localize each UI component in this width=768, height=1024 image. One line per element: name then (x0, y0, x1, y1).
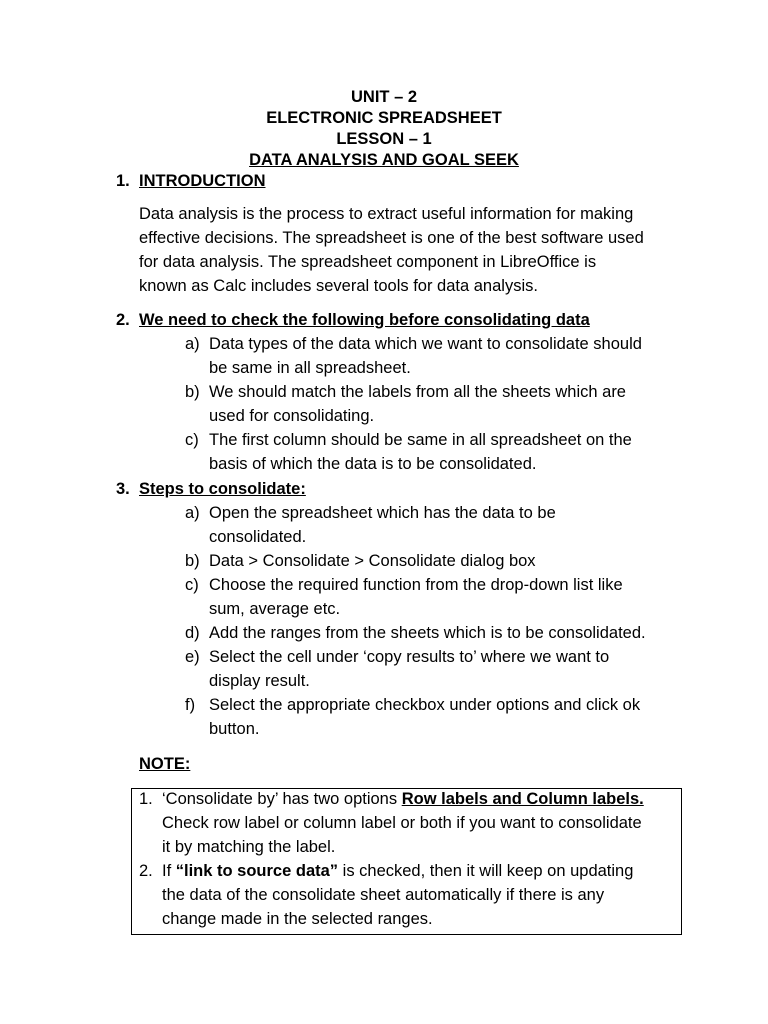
section1-number: 1. (116, 172, 130, 190)
section2-heading: We need to check the following before consolidating data (139, 311, 590, 329)
note-emphasis-text: Row labels and Column labels. (401, 790, 644, 808)
note-item-number: 2. (139, 862, 153, 880)
list-item-text: The first column should be same in all spreadsheet on the (209, 431, 632, 449)
list-item-text: Open the spreadsheet which has the data to be (209, 504, 556, 522)
list-item-label: b) (185, 552, 200, 570)
list-item-text: button. (209, 720, 260, 738)
list-item-text: Select the appropriate checkbox under options and click ok (209, 696, 641, 714)
note-item-line: the data of the consolidate sheet automatically if there is any (162, 886, 605, 904)
section1-paragraph-line: effective decisions. The spreadsheet is one of the best software used (139, 229, 644, 247)
section1-paragraph-line: for data analysis. The spreadsheet component in LibreOffice is (139, 253, 597, 271)
list-item-text: Data types of the data which we want to consolidate should (209, 335, 642, 353)
list-item-text: sum, average etc. (209, 600, 341, 618)
list-item-text: Select the cell under ‘copy results to’ where we want to (209, 648, 610, 666)
note-item-line (162, 787, 644, 811)
note-emphasis-text: “link to source data” (175, 862, 339, 880)
list-item-text: display result. (209, 672, 310, 690)
subject-heading: ELECTRONIC SPREADSHEET (266, 109, 502, 127)
note-item-line (162, 859, 633, 883)
note-item-text: ‘Consolidate by’ has two options (162, 790, 402, 808)
section1-paragraph-line: known as Calc includes several tools for data analysis. (139, 277, 538, 295)
note-item-line: change made in the selected ranges. (162, 910, 433, 928)
list-item-text: We should match the labels from all the sheets which are (209, 383, 626, 401)
note-item-line: it by matching the label. (162, 838, 336, 856)
list-item-label: c) (185, 431, 199, 449)
list-item-text: Choose the required function from the drop-down list like (209, 576, 623, 594)
list-item-label: a) (185, 504, 200, 522)
section3-heading: Steps to consolidate: (139, 480, 306, 498)
note-item-number: 1. (139, 790, 153, 808)
list-item-text: consolidated. (209, 528, 307, 546)
section3-number: 3. (116, 480, 130, 498)
list-item-label: f) (185, 696, 196, 714)
section1-heading: INTRODUCTION (139, 172, 266, 190)
list-item-label: c) (185, 576, 199, 594)
note-item-line: Check row label or column label or both if you want to consolidate (162, 814, 642, 832)
unit-heading: UNIT – 2 (350, 88, 418, 106)
list-item-text: basis of which the data is to be consolidated. (209, 455, 537, 473)
list-item-text: be same in all spreadsheet. (209, 359, 411, 377)
note-heading: NOTE: (139, 755, 191, 773)
section2-number: 2. (116, 311, 130, 329)
lesson-heading: LESSON – 1 (336, 130, 432, 148)
note-item-text: If (162, 862, 176, 880)
list-item-label: a) (185, 335, 200, 353)
list-item-text: used for consolidating. (209, 407, 375, 425)
note-item-text: is checked, then it will keep on updating (338, 862, 634, 880)
list-item-text: Data > Consolidate > Consolidate dialog box (209, 552, 536, 570)
section1-paragraph-line: Data analysis is the process to extract useful information for making (139, 205, 634, 223)
list-item-label: b) (185, 383, 200, 401)
list-item-text: Add the ranges from the sheets which is to be consolidated. (209, 624, 646, 642)
list-item-label: e) (185, 648, 200, 666)
document-title: DATA ANALYSIS AND GOAL SEEK (249, 151, 519, 169)
list-item-label: d) (185, 624, 200, 642)
